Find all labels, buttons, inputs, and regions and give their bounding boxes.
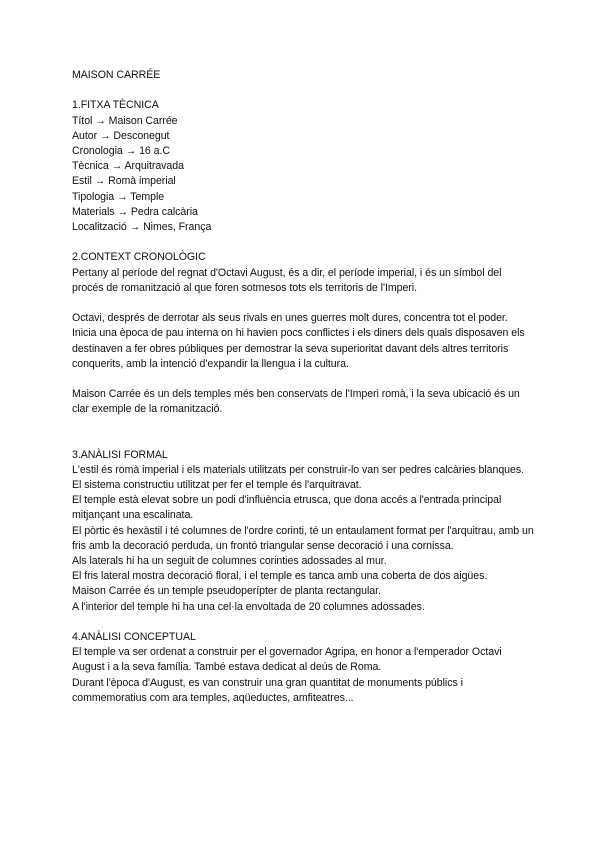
fitxa-item: Autor → Desconegut	[72, 129, 170, 142]
formal-line: El temple està elevat sobre un podi d'influència etrusca, que dona accés a l'entrada principal mitjançant una escalinata.	[72, 494, 502, 522]
spacer	[72, 372, 534, 387]
section-heading-formal: 3.ANÀLISI FORMAL	[72, 448, 168, 461]
spacer	[72, 83, 534, 98]
fitxa-item: Títol → Maison Carrée	[72, 114, 178, 127]
formal-line: El fris lateral mostra decoració floral, i el temple es tanca amb una coberta de dos aigües.	[72, 570, 488, 583]
spacer	[72, 235, 534, 250]
fitxa-item: Materials → Pedra calcària	[72, 205, 198, 218]
formal-line: El pòrtic és hexàstil i té columnes de l'ordre corinti, té un entaulament format per l'arquitrau, amb un fris amb la decoració perduda, un frontó triangular sense decoració i una cornissa.	[72, 524, 534, 552]
spacer	[72, 418, 534, 448]
fitxa-item: Localització → Nimes, França	[72, 221, 212, 234]
spacer	[72, 296, 534, 311]
formal-line: L'estil és romà imperial i els materials utilitzats per construir-lo van ser pedres calcàries blanques.	[72, 463, 525, 476]
context-paragraph: Pertany al període del regnat d'Octavi August, és a dir, el període imperial, i és un símbol del procés de romanització al que foren sotmesos tots els territoris de l'Imperi.	[72, 266, 502, 294]
section-heading-context: 2.CONTEXT CRONOLÒGIC	[72, 251, 206, 264]
document-body	[72, 68, 534, 706]
fitxa-item: Cronologia → 16 a.C	[72, 145, 170, 157]
conceptual-line: El temple va ser ordenat a construir per el governador Agripa, en honor a l'emperador Octavi August i a la seva família. També estava dedicat al deús de Roma.	[72, 646, 502, 674]
fitxa-item: Tipologia → Temple	[72, 190, 165, 203]
context-paragraph: Octavi, després de derrotar als seus rivals en unes guerres molt dures, concentra tot el poder. Inicia una època de pau interna on hi havien pocs conflictes i els diners dels quals disposaven els destinaven a fer obres públiques per demostrar la seva superioritat davant dels altres territoris conquerits, amb la intenció d'expandir la llengua i la cultura.	[72, 312, 525, 370]
spacer	[72, 615, 534, 630]
conceptual-line: Durant l'època d'August, es van construir una gran quantitat de monuments públics i commemoratius com ara temples, aqüeductes, amfiteatres...	[72, 676, 463, 704]
formal-line: Maison Carrée és un temple pseudoperípter de planta rectangular.	[72, 585, 381, 598]
fitxa-item: Tècnica → Arquitravada	[72, 160, 184, 173]
section-heading-conceptual: 4.ANÀLISI CONCEPTUAL	[72, 631, 196, 644]
formal-line: Als laterals hi ha un seguit de columnes corinties adossades al mur.	[72, 555, 387, 568]
fitxa-item: Estil → Romà imperial	[72, 175, 176, 188]
section-heading-fitxa: 1.FITXA TÈCNICA	[72, 99, 159, 112]
formal-line: A l'interior del temple hi ha una cel·la envoltada de 20 columnes adossades.	[72, 600, 425, 613]
context-paragraph: Maison Carrée és un dels temples més ben conservats de l'Imperi romà, i la seva ubicació és un clar exemple de la romanització.	[72, 388, 520, 416]
formal-line: El sistema constructiu utilitzat per fer el temple és l'arquitravat.	[72, 479, 362, 492]
document-title: MAISON CARRÉE	[72, 69, 161, 81]
